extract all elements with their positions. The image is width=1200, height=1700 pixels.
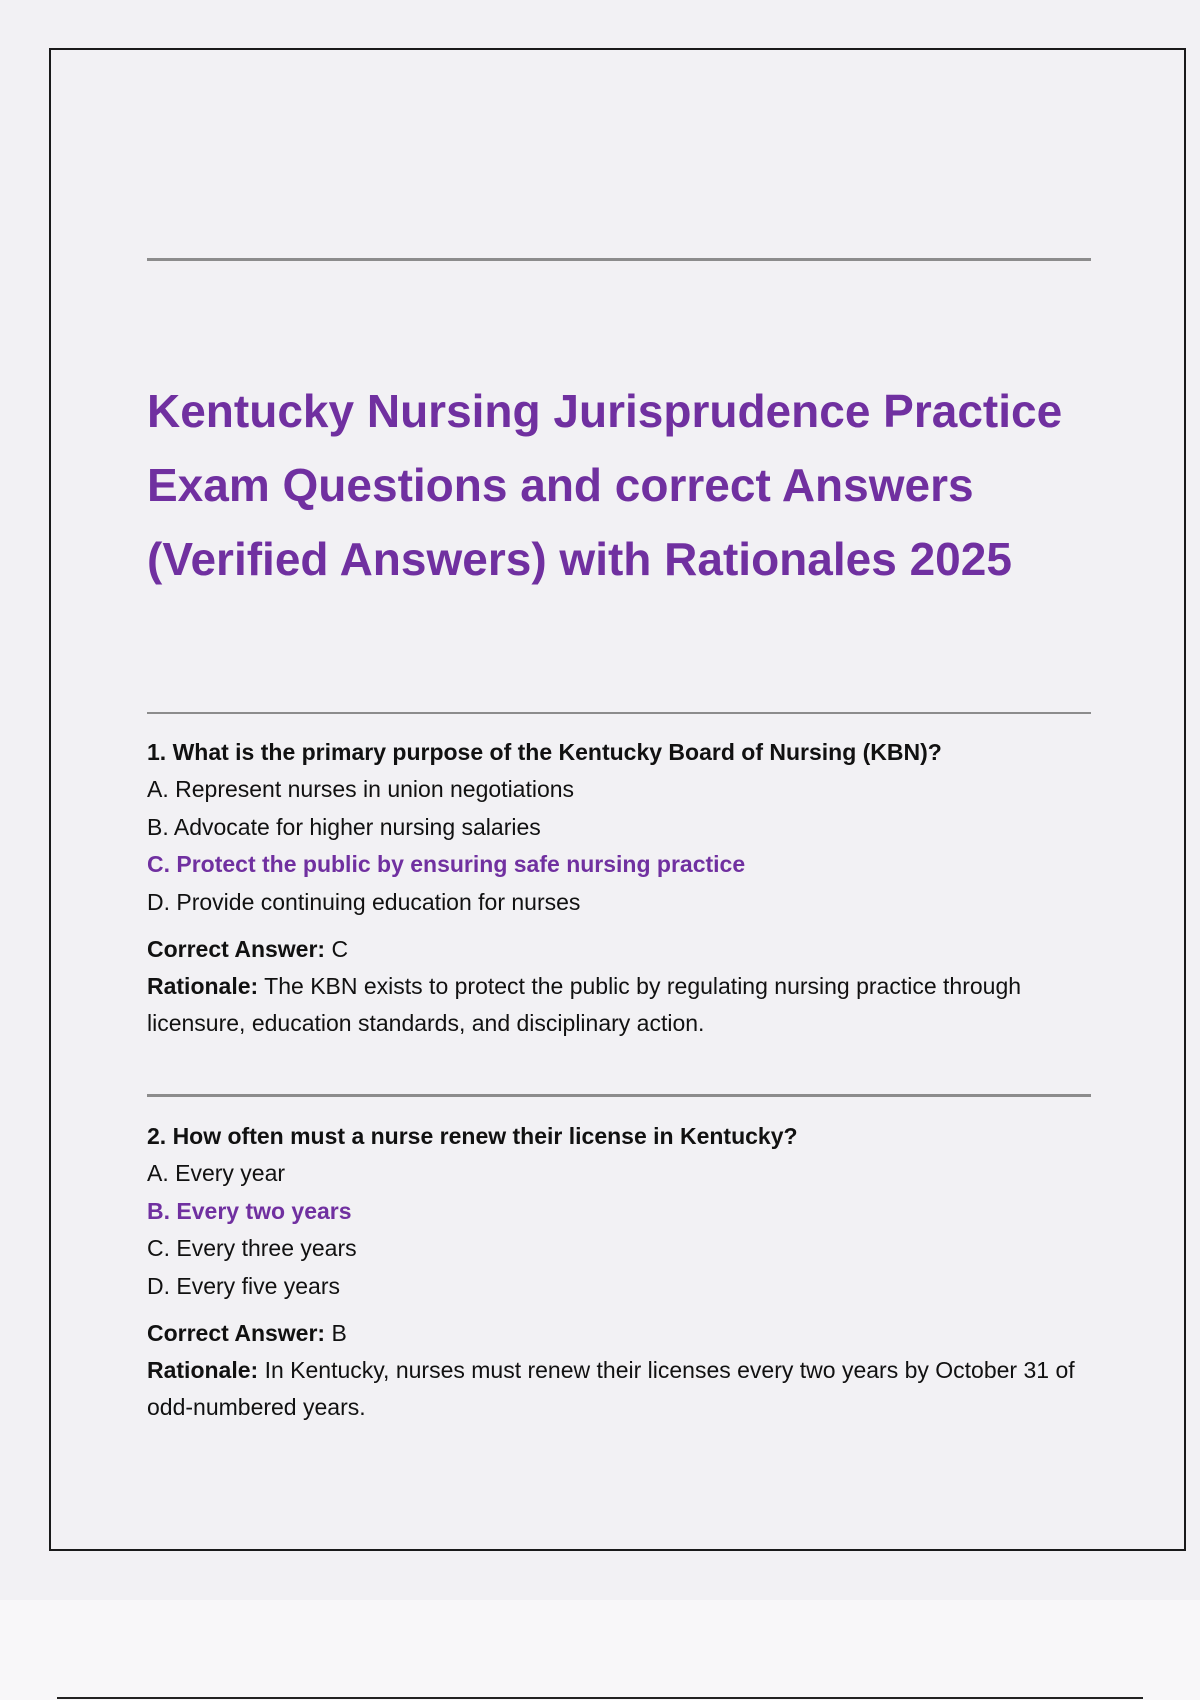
top-divider: [147, 258, 1091, 261]
question-2-option-a: A. Every year: [147, 1160, 286, 1186]
rationale-text: The KBN exists to protect the public by regulating nursing practice through licensure, education standards, and disciplinary action.: [147, 973, 1022, 1036]
correct-answer-value: C: [331, 936, 349, 962]
question-1-option-d: D. Provide continuing education for nurses: [147, 888, 581, 915]
question-1-text: 1. What is the primary purpose of the Kentucky Board of Nursing (KBN)?: [147, 739, 942, 765]
question-2-text: 2. How often must a nurse renew their license in Kentucky?: [147, 1123, 798, 1149]
document-title: Kentucky Nursing Jurisprudence Practice Exam Questions and correct Answers (Verified Answers) with Rationales 2025: [147, 385, 1063, 585]
correct-answer-label: Correct Answer:: [147, 936, 326, 962]
rationale-label: Rationale:: [147, 973, 259, 999]
question-divider: [147, 1094, 1091, 1097]
next-page-strip: [0, 1600, 1200, 1700]
rationale-text: In Kentucky, nurses must renew their licenses every two years by October 31 of odd-numbered years.: [147, 1357, 1075, 1420]
question-1: [147, 734, 1091, 1042]
question-2-option-b: B. Every two years: [147, 1197, 352, 1224]
question-2-rationale: [147, 1352, 1091, 1426]
correct-answer-value: B: [331, 1320, 347, 1346]
document-page: [49, 48, 1186, 1551]
question-2-correct-answer: [147, 1315, 1091, 1352]
question-1-option-a: A. Represent nurses in union negotiations: [147, 776, 575, 802]
question-2: [147, 1118, 1091, 1426]
next-page-top-line: [57, 1697, 1143, 1699]
question-2-option-c: C. Every three years: [147, 1235, 357, 1261]
question-1-option-b: B. Advocate for higher nursing salaries: [147, 813, 541, 840]
question-1-rationale: [147, 968, 1091, 1042]
question-2-option-d: D. Every five years: [147, 1272, 340, 1299]
question-1-correct-answer: [147, 931, 1091, 968]
title-divider: [147, 712, 1091, 714]
correct-answer-label: Correct Answer:: [147, 1320, 326, 1346]
question-1-option-c: C. Protect the public by ensuring safe nursing practice: [147, 851, 746, 877]
rationale-label: Rationale:: [147, 1357, 259, 1383]
